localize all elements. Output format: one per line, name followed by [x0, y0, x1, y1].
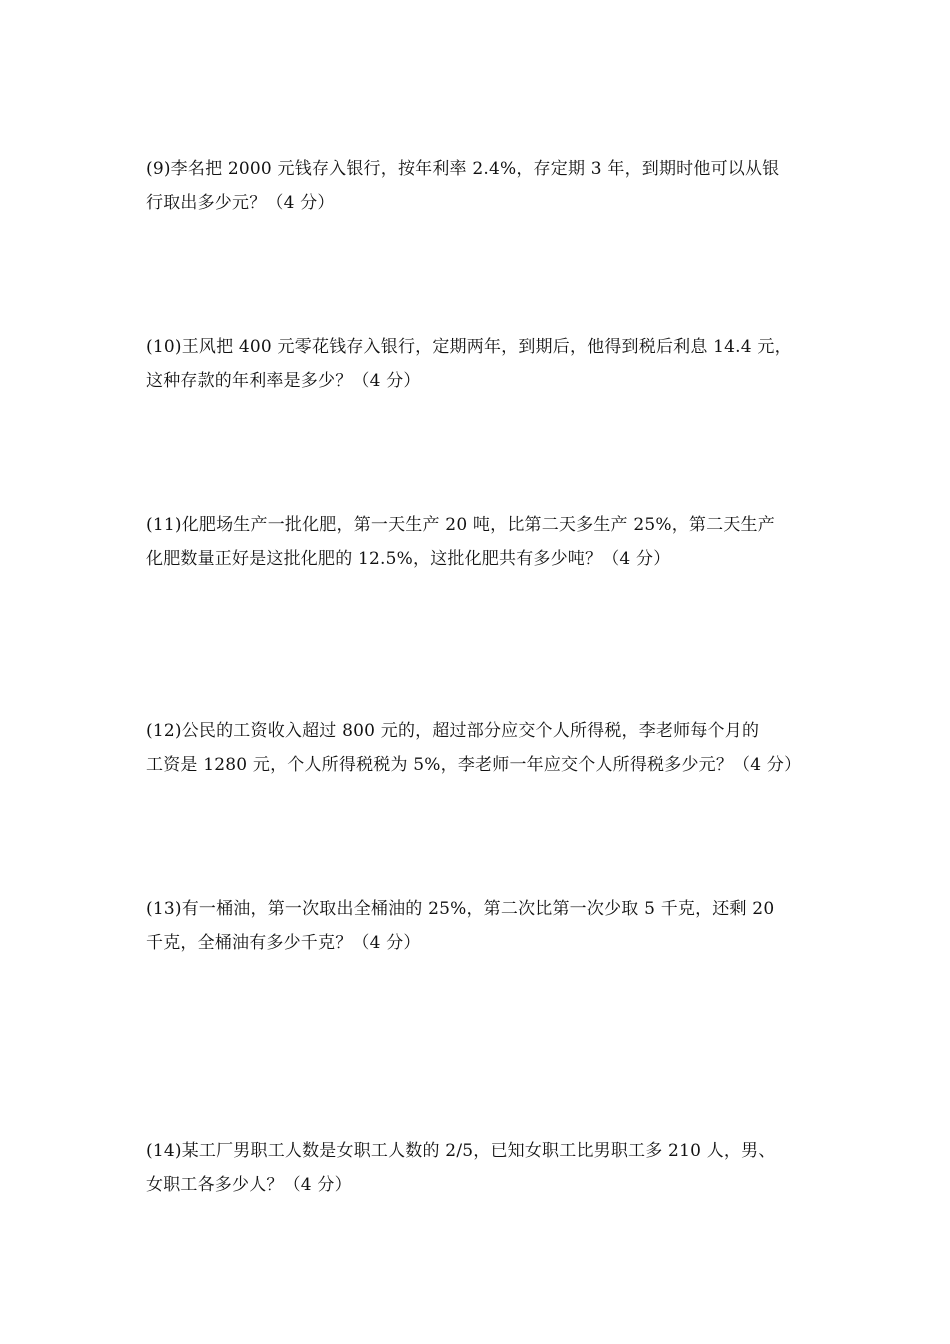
problem-13-line-1: (13)有一桶油，第一次取出全桶油的 25%，第二次比第一次少取 5 千克，还剩 20	[146, 899, 775, 919]
problem-9	[146, 152, 826, 220]
problem-11	[146, 508, 826, 576]
problem-14	[146, 1134, 826, 1202]
problem-10-line-2: 这种存款的年利率是多少？（4 分）	[146, 371, 421, 391]
problem-13	[146, 892, 826, 960]
problem-10	[146, 330, 826, 398]
problem-11-line-2: 化肥数量正好是这批化肥的 12.5%，这批化肥共有多少吨？（4 分）	[146, 549, 671, 569]
problem-14-line-1: (14)某工厂男职工人数是女职工人数的 2/5，已知女职工比男职工多 210 人，男、	[146, 1141, 776, 1161]
problem-11-line-1: (11)化肥场生产一批化肥，第一天生产 20 吨，比第二天多生产 25%，第二天生产	[146, 515, 775, 535]
problem-9-line-1: (9)李名把 2000 元钱存入银行，按年利率 2.4%，存定期 3 年，到期时他可以从银	[146, 159, 780, 179]
problem-10-line-1: (10)王风把 400 元零花钱存入银行，定期两年，到期后，他得到税后利息 14.4 元，	[146, 337, 792, 357]
problem-12-line-1: (12)公民的工资收入超过 800 元的，超过部分应交个人所得税，李老师每个月的	[146, 721, 760, 741]
problem-9-line-2: 行取出多少元？（4 分）	[146, 193, 335, 213]
problem-12-line-2: 工资是 1280 元，个人所得税税为 5%，李老师一年应交个人所得税多少元？（4 分）	[146, 755, 802, 775]
problem-12	[146, 714, 826, 782]
problem-14-line-2: 女职工各多少人？（4 分）	[146, 1175, 352, 1195]
problem-13-line-2: 千克，全桶油有多少千克？（4 分）	[146, 933, 421, 953]
